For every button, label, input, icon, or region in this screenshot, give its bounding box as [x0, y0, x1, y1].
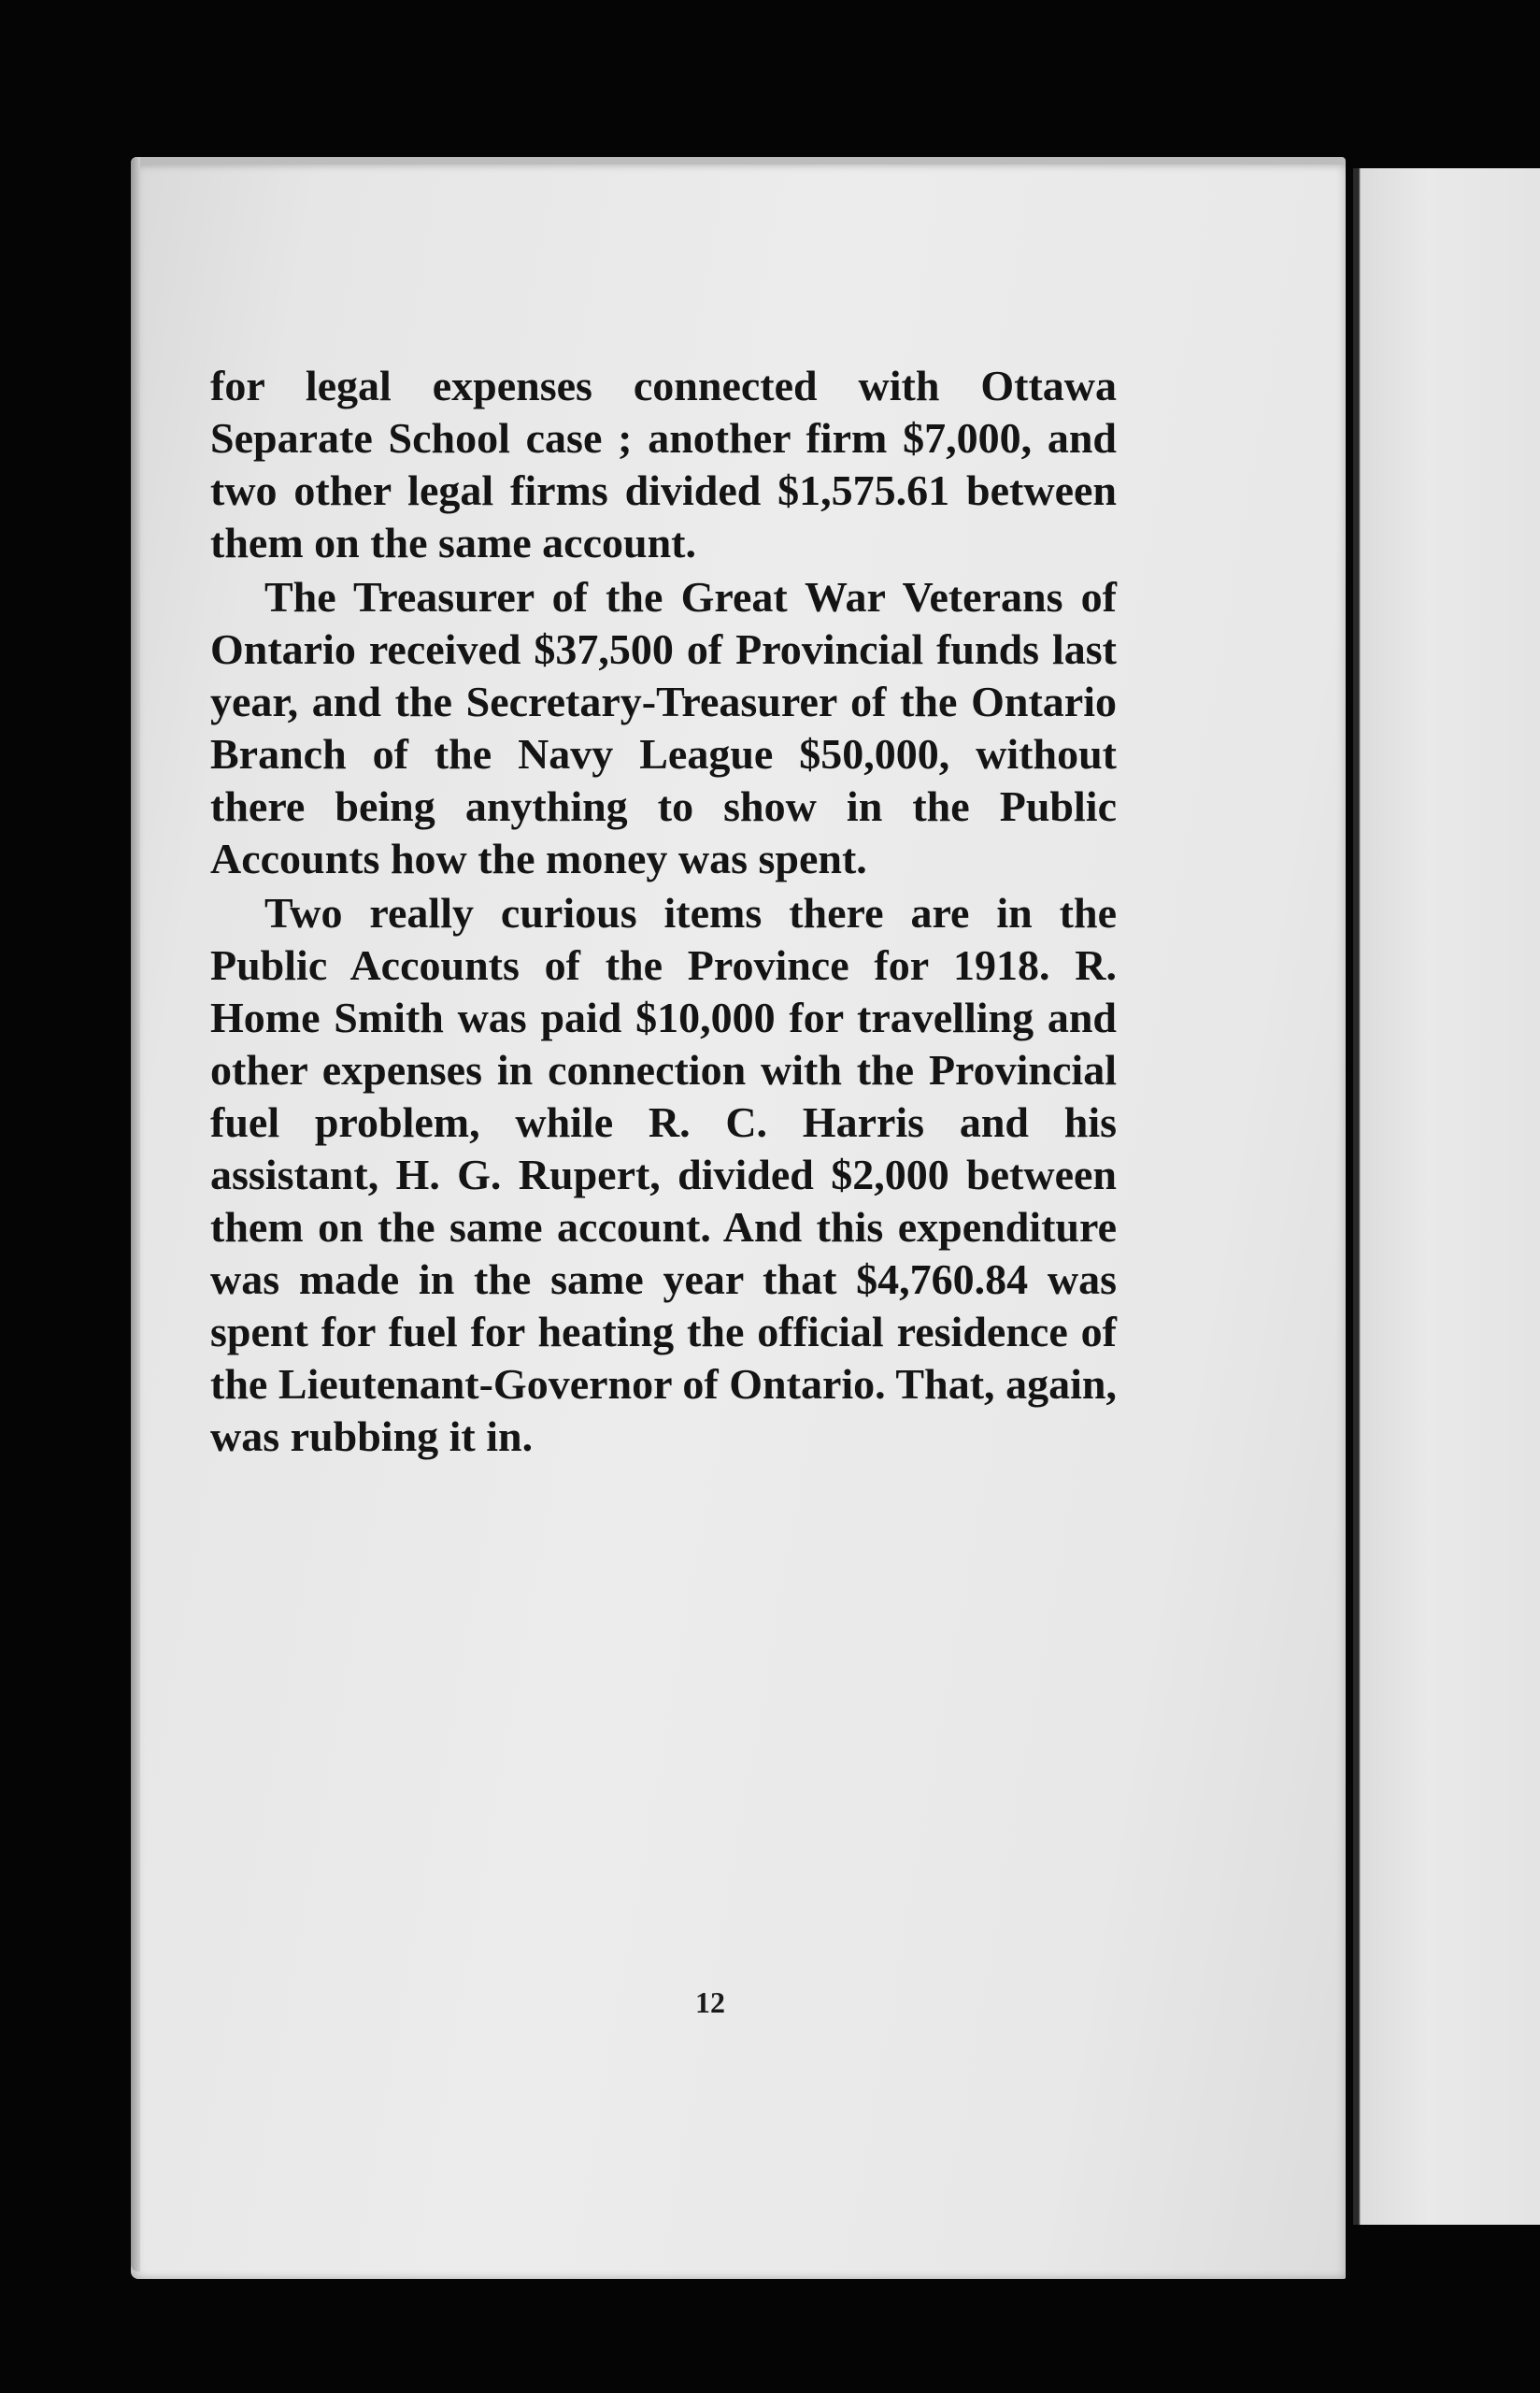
paragraph-2: The Treasurer of the Great War Veterans of Ontario received $37,500 of Provincial funds last year, and the Secretary-Treasurer of the Ontario Branch of the Navy League $50,000, without there being anything to show in the Public Accounts how the money was spent.	[210, 573, 1117, 882]
paragraph-1: for legal expenses connected with Ottawa Separate School case ; another firm $7,000, and two other legal firms divided $1,575.61 between them on the same account.	[210, 362, 1117, 566]
page-spine-edge	[131, 157, 140, 2271]
page-number: 12	[695, 1985, 725, 2019]
body-text	[210, 360, 1117, 1465]
paragraph-3: Two really curious items there are in the Public Accounts of the Province for 1918. R. Home Smith was paid $10,000 for travelling and other expenses in connection with the Provincial fuel problem, while R. C. Harris and his assistant, H. G. Rupert, divided $2,000 between them on the same account. And this expenditure was made in the same year that $4,760.84 was spent for fuel for heating the official residence of the Lieutenant-Governor of Ontario. That, again, was rubbing it in.	[210, 889, 1117, 1460]
facing-page	[1353, 168, 1540, 2225]
